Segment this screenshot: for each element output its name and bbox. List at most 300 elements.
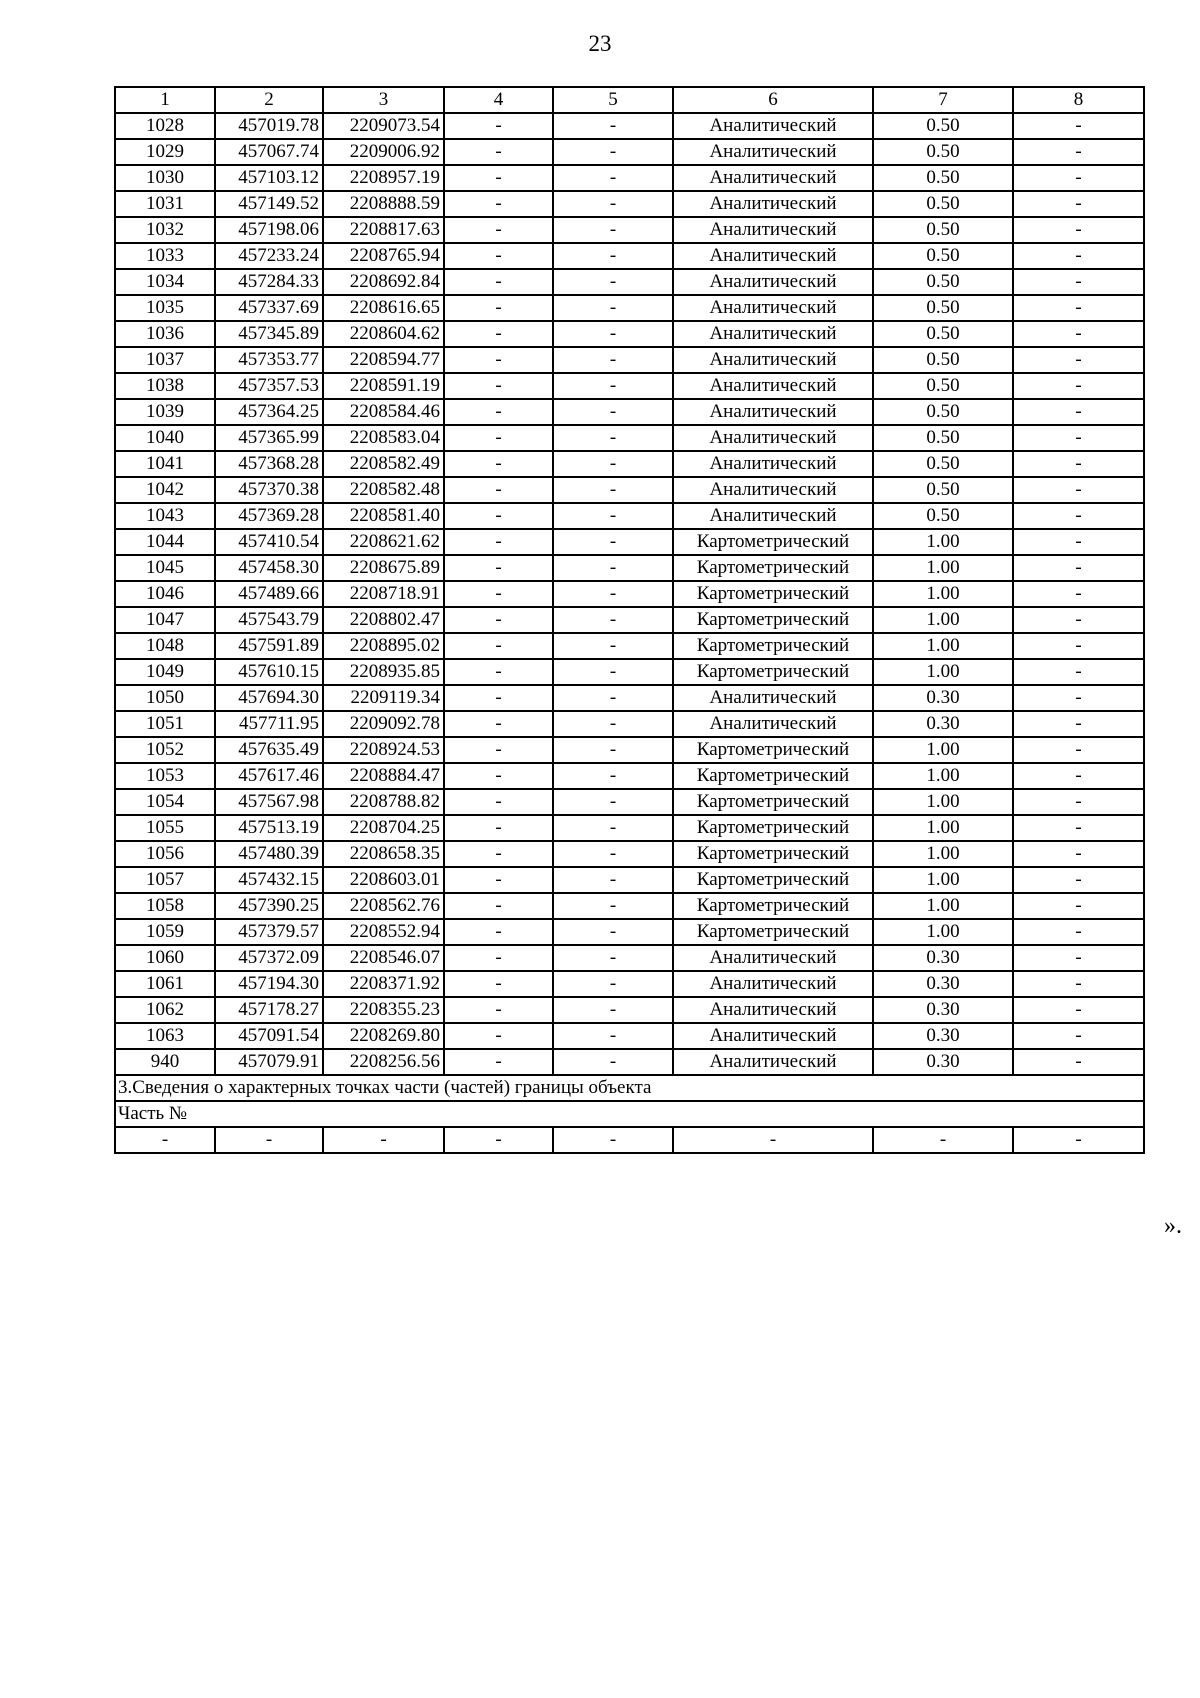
closing-quote-mark: ». [1164,1213,1182,1239]
table-cell-col-2: 457543.79 [215,607,323,633]
table-cell-col-4: - [444,347,553,373]
table-header-row [115,87,1144,113]
table-cell-col-3: 2208584.46 [323,399,444,425]
table-cell-col-7: 0.50 [873,217,1013,243]
table-cell-col-6: Картометрический [673,867,873,893]
table-cell-col-8: - [1013,1049,1144,1075]
table-cell-col-1: 1052 [115,737,215,763]
table-cell-col-1: 1032 [115,217,215,243]
table-cell-col-6: Аналитический [673,1049,873,1075]
table-cell-col-7: 0.50 [873,139,1013,165]
table-row [115,347,1144,373]
table-cell-col-3: 2208718.91 [323,581,444,607]
table-row [115,867,1144,893]
table-cell-col-5: - [553,685,673,711]
table-cell-col-3: 2208692.84 [323,269,444,295]
table-cell-col-8: - [1013,581,1144,607]
table-cell-col-5: - [553,529,673,555]
table-cell-col-3: 2209006.92 [323,139,444,165]
table-cell-col-6: Аналитический [673,945,873,971]
table-cell-col-5: - [553,555,673,581]
table-cell-col-7: - [873,1127,1013,1153]
table-cell-col-2: 457410.54 [215,529,323,555]
table-cell-col-6: Аналитический [673,113,873,139]
table-cell-col-7: 0.50 [873,191,1013,217]
table-cell-col-1: 1043 [115,503,215,529]
table-cell-col-6: Аналитический [673,191,873,217]
table-cell-col-2: 457364.25 [215,399,323,425]
table-row [115,451,1144,477]
table-cell-col-4: - [444,295,553,321]
table-cell-col-3: 2208957.19 [323,165,444,191]
table-cell-col-3: 2208704.25 [323,815,444,841]
table-cell-col-8: 8 [1013,87,1144,113]
table-cell-col-5: - [553,373,673,399]
table-cell-col-4: - [444,841,553,867]
table-cell-col-7: 0.50 [873,113,1013,139]
table-cell-col-6: Аналитический [673,425,873,451]
table-cell-col-4: - [444,425,553,451]
table-cell-col-1: 1035 [115,295,215,321]
table-cell-col-5: - [553,919,673,945]
table-cell-col-1: 1051 [115,711,215,737]
table-cell-col-5: - [553,789,673,815]
table-cell-col-4: - [444,711,553,737]
table-row [115,555,1144,581]
table-cell-col-3: 2208802.47 [323,607,444,633]
table-row [115,633,1144,659]
table-row [115,165,1144,191]
table-cell-col-5: - [553,191,673,217]
table-cell-col-6: Картометрический [673,815,873,841]
table-cell-col-7: 0.30 [873,971,1013,997]
table-cell-col-2: 457372.09 [215,945,323,971]
table-cell-col-7: 1.00 [873,607,1013,633]
table-cell-col-1: 1042 [115,477,215,503]
table-row [115,581,1144,607]
table-cell-col-2: 457149.52 [215,191,323,217]
table-row [115,503,1144,529]
table-cell-col-2: 457194.30 [215,971,323,997]
table-cell-col-7: 1.00 [873,737,1013,763]
table-cell-col-3: 2208269.80 [323,1023,444,1049]
table-cell-col-2: 457635.49 [215,737,323,763]
table-cell-col-8: - [1013,503,1144,529]
table-cell-col-3: 2209119.34 [323,685,444,711]
table-cell-col-6: Картометрический [673,893,873,919]
table-cell-col-2: - [215,1127,323,1153]
table-cell-col-7: 0.30 [873,945,1013,971]
table-cell-col-5: - [553,633,673,659]
table-cell-col-2: 457337.69 [215,295,323,321]
table-cell-col-3: 2208371.92 [323,971,444,997]
table-cell-col-5: - [553,867,673,893]
table-cell-col-8: - [1013,711,1144,737]
table-cell-col-4: - [444,399,553,425]
table-cell-col-7: 1.00 [873,815,1013,841]
table-cell-col-7: 0.30 [873,1023,1013,1049]
table-cell-col-7: 1.00 [873,581,1013,607]
table-cell-col-1: 1039 [115,399,215,425]
table-row [115,815,1144,841]
table-row [115,919,1144,945]
table-cell-col-5: - [553,893,673,919]
table-row [115,893,1144,919]
table-cell-col-5: - [553,503,673,529]
table-cell-col-8: - [1013,113,1144,139]
table-cell-col-1: 1041 [115,451,215,477]
table-cell-col-5: - [553,399,673,425]
table-cell-col-7: 0.50 [873,373,1013,399]
table-row [115,945,1144,971]
table-cell-col-6: Аналитический [673,1023,873,1049]
table-cell-col-8: - [1013,763,1144,789]
table-cell-col-5: - [553,1127,673,1153]
table-cell-col-2: 457591.89 [215,633,323,659]
table-cell-col-2: 457513.19 [215,815,323,841]
table-cell-col-8: - [1013,477,1144,503]
table-cell-col-5: - [553,971,673,997]
table-cell-col-3: 2208935.85 [323,659,444,685]
table-cell-col-3: 2208552.94 [323,919,444,945]
table-cell-col-1: 1048 [115,633,215,659]
table-row [115,607,1144,633]
table-cell-col-3: 2208256.56 [323,1049,444,1075]
table-cell-col-6: Картометрический [673,919,873,945]
table-row [115,269,1144,295]
table-cell-col-4: - [444,139,553,165]
table-cell-col-3: 2208603.01 [323,867,444,893]
table-cell-col-8: - [1013,607,1144,633]
table-cell-col-2: 457233.24 [215,243,323,269]
table-cell-col-2: 457480.39 [215,841,323,867]
page-number: 23 [588,31,612,56]
table-cell-col-4: - [444,685,553,711]
table-cell-col-6: Аналитический [673,243,873,269]
table-cell-col-7: 1.00 [873,841,1013,867]
table-cell-col-7: 0.30 [873,711,1013,737]
table-cell-col-7: 1.00 [873,789,1013,815]
table-cell-col-4: - [444,451,553,477]
table-row [115,841,1144,867]
table-cell-col-6: Аналитический [673,165,873,191]
table-cell-col-6: Аналитический [673,477,873,503]
table-cell-col-3: 2209092.78 [323,711,444,737]
table-cell-col-8: - [1013,191,1144,217]
table-cell-col-7: 0.50 [873,477,1013,503]
table-cell-col-4: - [444,581,553,607]
part-label: Часть № [115,1101,1144,1127]
table-cell-col-1: 940 [115,1049,215,1075]
table-cell-col-2: 457369.28 [215,503,323,529]
boundary-points-table [114,86,1145,1154]
table-cell-col-7: 1.00 [873,919,1013,945]
table-cell-col-2: 457458.30 [215,555,323,581]
table-cell-col-3: 2208594.77 [323,347,444,373]
table-cell-col-7: 1.00 [873,893,1013,919]
table-row [115,139,1144,165]
table-cell-col-7: 0.30 [873,1049,1013,1075]
table-cell-col-1: 1062 [115,997,215,1023]
table-cell-col-7: 0.50 [873,399,1013,425]
table-cell-col-5: - [553,243,673,269]
table-cell-col-5: - [553,841,673,867]
table-cell-col-8: - [1013,529,1144,555]
table-cell-col-1: 1030 [115,165,215,191]
table-cell-col-1: 1047 [115,607,215,633]
table-cell-col-8: - [1013,893,1144,919]
table-cell-col-4: - [444,867,553,893]
table-cell-col-2: 457103.12 [215,165,323,191]
table-cell-col-4: - [444,529,553,555]
table-cell-col-8: - [1013,217,1144,243]
table-cell-col-6: Аналитический [673,295,873,321]
table-cell-col-1: 1036 [115,321,215,347]
table-cell-col-1: 1057 [115,867,215,893]
table-cell-col-4: - [444,893,553,919]
table-cell-col-6: Аналитический [673,269,873,295]
table-cell-col-7: 1.00 [873,555,1013,581]
table-cell-col-6: Аналитический [673,399,873,425]
table-cell-col-6: Аналитический [673,971,873,997]
table-cell-col-4: - [444,789,553,815]
table-cell-col-6: Аналитический [673,685,873,711]
table-cell-col-2: 457345.89 [215,321,323,347]
table-cell-col-3: 2208616.65 [323,295,444,321]
table-cell-col-3: - [323,1127,444,1153]
table-cell-col-2: 457489.66 [215,581,323,607]
table-row [115,217,1144,243]
table-cell-col-1: - [115,1127,215,1153]
table-cell-col-8: - [1013,165,1144,191]
table-cell-col-3: 2208895.02 [323,633,444,659]
table-cell-col-2: 457370.38 [215,477,323,503]
table-cell-col-1: 1029 [115,139,215,165]
table-cell-col-6: Картометрический [673,737,873,763]
table-cell-col-4: - [444,191,553,217]
table-cell-col-2: 457284.33 [215,269,323,295]
table-row [115,399,1144,425]
table-cell-col-6: Аналитический [673,451,873,477]
table-cell-col-4: - [444,555,553,581]
table-cell-col-7: 0.50 [873,165,1013,191]
table-cell-col-8: - [1013,451,1144,477]
table-cell-col-8: - [1013,789,1144,815]
table-cell-col-4: - [444,477,553,503]
table-cell-col-2: 457019.78 [215,113,323,139]
table-cell-col-4: - [444,633,553,659]
table-cell-col-5: - [553,347,673,373]
table-cell-col-1: 1055 [115,815,215,841]
table-cell-col-3: 2208581.40 [323,503,444,529]
table-cell-col-8: - [1013,399,1144,425]
table-cell-col-2: 457178.27 [215,997,323,1023]
table-cell-col-5: - [553,659,673,685]
table-cell-col-7: 0.50 [873,425,1013,451]
table-cell-col-8: - [1013,295,1144,321]
table-cell-col-6: Картометрический [673,763,873,789]
table-cell-col-1: 1054 [115,789,215,815]
table-cell-col-1: 1034 [115,269,215,295]
table-cell-col-8: - [1013,815,1144,841]
table-cell-col-7: 0.30 [873,685,1013,711]
table-cell-col-4: - [444,321,553,347]
table-cell-col-3: 2208924.53 [323,737,444,763]
table-cell-col-8: - [1013,269,1144,295]
table-cell-col-8: - [1013,867,1144,893]
table-cell-col-6: 6 [673,87,873,113]
table-cell-col-2: 457198.06 [215,217,323,243]
table-cell-col-5: - [553,1049,673,1075]
table-cell-col-3: 3 [323,87,444,113]
table-cell-col-1: 1049 [115,659,215,685]
table-cell-col-1: 1033 [115,243,215,269]
table-cell-col-4: - [444,243,553,269]
table-cell-col-7: 1.00 [873,867,1013,893]
table-cell-col-2: 457694.30 [215,685,323,711]
table-cell-col-3: 2208675.89 [323,555,444,581]
table-cell-col-8: - [1013,971,1144,997]
table-cell-col-5: - [553,113,673,139]
table-row [115,685,1144,711]
table-cell-col-4: - [444,217,553,243]
table-row [115,789,1144,815]
table-cell-col-3: 2208817.63 [323,217,444,243]
table-cell-col-6: Картометрический [673,789,873,815]
table-cell-col-1: 1058 [115,893,215,919]
table-cell-col-1: 1050 [115,685,215,711]
table-cell-col-4: - [444,373,553,399]
table-cell-col-4: 4 [444,87,553,113]
table-cell-col-8: - [1013,555,1144,581]
table-cell-col-8: - [1013,997,1144,1023]
table-cell-col-4: - [444,1127,553,1153]
table-row [115,113,1144,139]
table-cell-col-2: 457079.91 [215,1049,323,1075]
table-cell-col-5: - [553,1023,673,1049]
table-cell-col-4: - [444,919,553,945]
table-cell-col-3: 2208355.23 [323,997,444,1023]
table-cell-col-6: Картометрический [673,581,873,607]
table-row [115,243,1144,269]
table-cell-col-2: 457617.46 [215,763,323,789]
table-cell-col-2: 457091.54 [215,1023,323,1049]
table-cell-col-3: 2208884.47 [323,763,444,789]
table-cell-col-5: - [553,737,673,763]
table-cell-col-3: 2208888.59 [323,191,444,217]
table-cell-col-5: - [553,607,673,633]
table-cell-col-5: - [553,269,673,295]
table-cell-col-6: - [673,1127,873,1153]
table-cell-col-3: 2208788.82 [323,789,444,815]
section-title: 3.Сведения о характерных точках части (частей) границы объекта [115,1075,1144,1101]
table-cell-col-8: - [1013,425,1144,451]
table-cell-col-1: 1038 [115,373,215,399]
table-row [115,529,1144,555]
table-cell-col-5: - [553,945,673,971]
table-cell-col-5: - [553,997,673,1023]
table-cell-col-4: - [444,815,553,841]
table-cell-col-1: 1059 [115,919,215,945]
table-cell-col-7: 1.00 [873,659,1013,685]
table-cell-col-3: 2208765.94 [323,243,444,269]
table-cell-col-6: Аналитический [673,997,873,1023]
empty-part-row [115,1127,1144,1153]
table-cell-col-8: - [1013,321,1144,347]
table-cell-col-4: - [444,1049,553,1075]
table-cell-col-8: - [1013,633,1144,659]
table-cell-col-3: 2208582.49 [323,451,444,477]
table-row [115,425,1144,451]
table-row [115,295,1144,321]
table-cell-col-7: 0.30 [873,997,1013,1023]
table-row [115,997,1144,1023]
table-cell-col-3: 2208583.04 [323,425,444,451]
table-cell-col-2: 457711.95 [215,711,323,737]
table-cell-col-5: - [553,425,673,451]
table-row [115,1023,1144,1049]
table-row [115,971,1144,997]
table-cell-col-1: 1046 [115,581,215,607]
table-row [115,373,1144,399]
table-cell-col-6: Картометрический [673,659,873,685]
table-cell-col-5: - [553,451,673,477]
table-cell-col-5: - [553,139,673,165]
table-cell-col-1: 1063 [115,1023,215,1049]
table-cell-col-8: - [1013,685,1144,711]
table-cell-col-1: 1056 [115,841,215,867]
table-cell-col-8: - [1013,945,1144,971]
table-cell-col-6: Картометрический [673,841,873,867]
table-cell-col-2: 457432.15 [215,867,323,893]
table-cell-col-8: - [1013,347,1144,373]
table-cell-col-2: 457567.98 [215,789,323,815]
table-cell-col-5: - [553,581,673,607]
table-cell-col-6: Аналитический [673,373,873,399]
table-cell-col-4: - [444,945,553,971]
table-cell-col-6: Аналитический [673,711,873,737]
section-title-row [115,1075,1144,1101]
table-cell-col-6: Аналитический [673,503,873,529]
table-row [115,711,1144,737]
table-cell-col-1: 1031 [115,191,215,217]
table-row [115,1049,1144,1075]
table-cell-col-8: - [1013,373,1144,399]
table-cell-col-2: 457610.15 [215,659,323,685]
table-cell-col-6: Картометрический [673,607,873,633]
table-cell-col-7: 0.50 [873,321,1013,347]
table-cell-col-5: - [553,321,673,347]
table-cell-col-8: - [1013,841,1144,867]
table-cell-col-5: - [553,217,673,243]
table-cell-col-8: - [1013,737,1144,763]
table-cell-col-6: Аналитический [673,347,873,373]
table-row [115,191,1144,217]
table-cell-col-1: 1028 [115,113,215,139]
table-cell-col-4: - [444,607,553,633]
table-cell-col-5: - [553,763,673,789]
table-cell-col-1: 1045 [115,555,215,581]
table-cell-col-5: - [553,477,673,503]
table-cell-col-1: 1040 [115,425,215,451]
table-cell-col-8: - [1013,139,1144,165]
table-row [115,763,1144,789]
table-cell-col-6: Аналитический [673,217,873,243]
part-label-row [115,1101,1144,1127]
table-cell-col-8: - [1013,1127,1144,1153]
table-cell-col-7: 1.00 [873,529,1013,555]
table-cell-col-2: 457357.53 [215,373,323,399]
